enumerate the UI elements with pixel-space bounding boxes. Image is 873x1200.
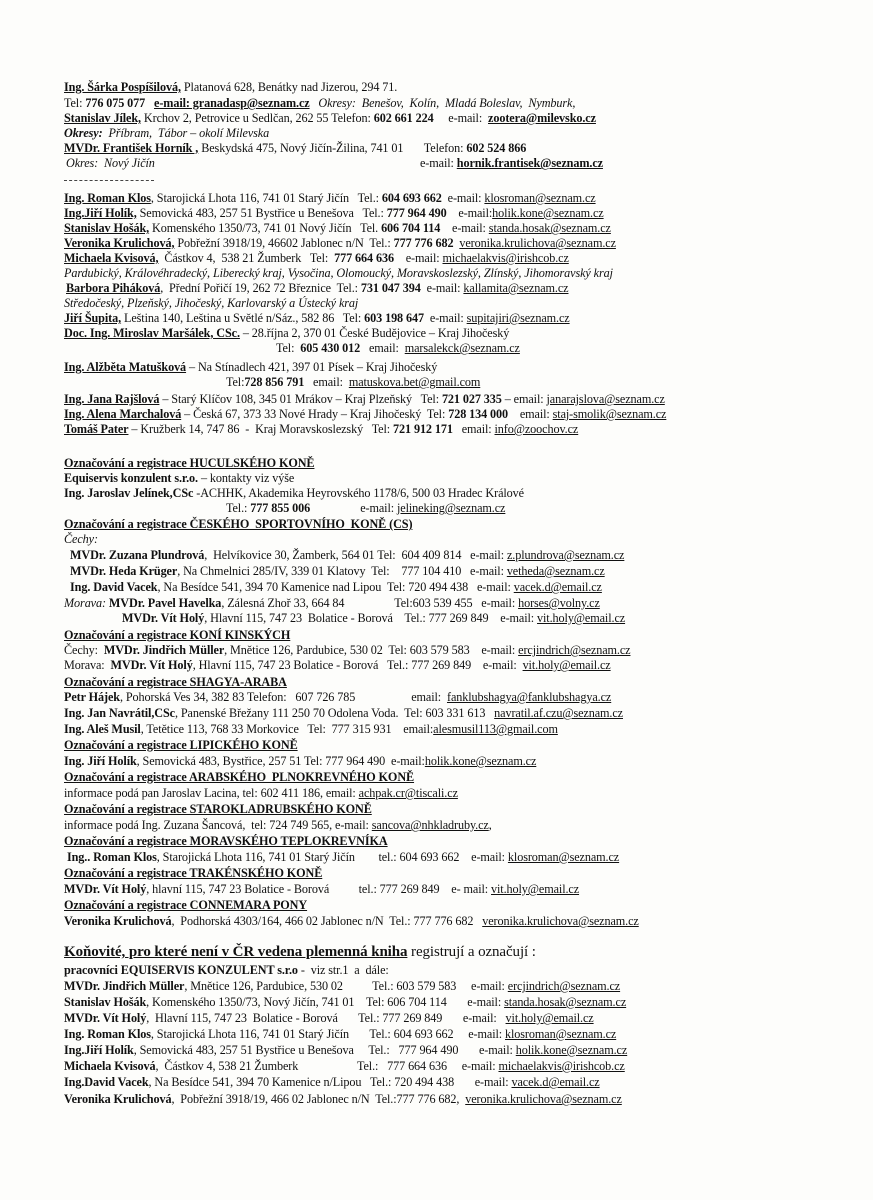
text-span: Ing. Jiří Holík [64, 754, 137, 768]
text-span: , Semovická 483, Bystřice, 257 51 Tel: 777 964 490 e-mail: [136, 754, 425, 768]
text-span: informace podá pan Jaroslav Lacina, tel: 602 411 186, email: [64, 786, 359, 800]
text-line [64, 407, 666, 422]
email-link[interactable]: vacek.d@email.cz [511, 1075, 600, 1089]
text-span: Barbora Piháková [66, 281, 161, 295]
text-span: e-mail: [446, 206, 493, 220]
text-line [64, 979, 620, 994]
text-line [64, 963, 389, 978]
text-span: Ing. Roman Klos [64, 1027, 151, 1041]
text-span: Veronika Krulichová [64, 1092, 172, 1106]
text-span: 603 198 647 [364, 311, 424, 325]
email-link[interactable]: standa.hosak@seznam.cz [504, 995, 627, 1009]
text-span: Krchov 2, Petrovice u Sedlčan, 262 55 Telefon: [140, 111, 374, 125]
text-span: Stanislav Hošák [64, 995, 147, 1009]
section-heading: Označování a registrace KONÍ KINSKÝCH [64, 628, 291, 642]
email-link[interactable]: matuskova.bet@gmail.com [348, 375, 481, 389]
email-link[interactable]: e-mail: granadasp@seznam.cz [154, 96, 310, 110]
email-link[interactable]: vit.holy@email.cz [537, 611, 626, 625]
text-line [64, 706, 623, 721]
text-span: 728 856 791 [244, 375, 305, 389]
text-span: pracovníci EQUISERVIS KONZULENT s.r.o [64, 963, 298, 977]
text-line [64, 191, 596, 206]
text-line [64, 266, 613, 281]
text-span: – email: [501, 392, 547, 406]
text-span: , Starojická Lhota 116, 741 01 Starý Jičín Tel.: 604 693 662 e-mail: [150, 1027, 506, 1041]
email-link[interactable]: navratil.af.czu@seznam.cz [494, 706, 623, 720]
text-line [64, 786, 458, 801]
text-span: 602 524 866 [466, 141, 527, 155]
section-heading: Označování a registrace STAROKLADRUBSKÉHO KONĚ [64, 802, 372, 816]
text-line [64, 422, 578, 437]
email-link[interactable]: hornik.frantisek@seznam.cz [456, 156, 603, 170]
text-span: -ACHHK, Akademika Heyrovského 1178/6, 500 03 Hradec Králové [193, 486, 524, 500]
text-line [64, 311, 570, 326]
email-link[interactable]: supitajiri@seznam.cz [466, 311, 570, 325]
text-span: 777 964 490 [386, 206, 447, 220]
text-span: Ing.Jiří Holík [64, 1043, 134, 1057]
text-span: e-mail: [423, 311, 467, 325]
text-line [64, 882, 579, 897]
text-line [64, 914, 639, 929]
text-span: – kontakty viz výše [198, 471, 295, 485]
email-link[interactable]: klosroman@seznam.cz [484, 191, 596, 205]
text-line [64, 251, 569, 266]
text-span: Equiservis konzulent s.r.o. [64, 471, 198, 485]
text-span: Petr Hájek [64, 690, 120, 704]
section-heading: Označování a registrace ČESKÉHO SPORTOVNÍHO KONĚ (CS) [64, 517, 413, 531]
text-span: , Na Besídce 541, 394 70 Kamenice n/Lipou Tel.: 720 494 438 e-mail: [148, 1075, 512, 1089]
email-link[interactable]: vacek.d@email.cz [513, 580, 602, 594]
text-span: , Starojická Lhota 116, 741 01 Starý Jičín tel.: 604 693 662 e-mail: [156, 850, 508, 864]
text-span: 604 693 662 [381, 191, 442, 205]
text-line [64, 360, 437, 375]
text-span: Komenského 1350/73, 741 01 Nový Jičín Tel. [149, 221, 382, 235]
text-line [64, 80, 397, 95]
text-span: Morava: [64, 658, 111, 672]
text-span: e-mail: [441, 191, 485, 205]
text-span: Středočeský, Plzeňský, Jihočeský, Karlovarský a Ústecký kraj [64, 296, 359, 310]
text-span: email: [304, 375, 349, 389]
text-span: Okres: Nový Jičín [66, 156, 155, 170]
email-link[interactable]: standa.hosak@seznam.cz [488, 221, 611, 235]
text-span: 606 704 114 [381, 221, 441, 235]
text-span: e-mail: [393, 251, 443, 265]
text-span: , Pohorská Ves 34, 382 83 Telefon: 607 726 785 email: [119, 690, 447, 704]
text-span: , Částkov 4, 538 21 Žumberk Tel.: 777 664 636 e-mail: [155, 1059, 499, 1073]
text-line [276, 341, 520, 356]
text-line [64, 834, 388, 849]
text-span: Stanislav Jílek, [64, 111, 141, 125]
section-heading: Označování a registrace CONNEMARA PONY [64, 898, 308, 912]
text-span: MVDr. Zuzana Plundrová [70, 548, 205, 562]
email-link[interactable]: jelineking@seznam.cz [396, 501, 506, 515]
email-link[interactable]: achpak.cr@tiscali.cz [358, 786, 458, 800]
text-span: Leština 140, Leština u Světlé n/Sáz., 582 86 Tel: [121, 311, 365, 325]
text-line [70, 564, 605, 579]
text-line [64, 296, 358, 311]
text-span: , Hlavní 115, 747 23 Bolatice - Borová Tel.: 777 269 849 e-mail: [204, 611, 538, 625]
text-line [64, 802, 372, 817]
email-link[interactable]: kallamita@seznam.cz [463, 281, 569, 295]
text-span: email: [508, 407, 553, 421]
email-link[interactable]: ercjindrich@seznam.cz [507, 979, 621, 993]
text-line [64, 1043, 627, 1058]
text-span: 605 430 012 [300, 341, 361, 355]
text-line [64, 517, 412, 532]
text-span: , Komenského 1350/73, Nový Jičín, 741 01 Tel: 606 704 114 e-mail: [146, 995, 505, 1009]
text-span: Ing. David Vacek [70, 580, 158, 594]
text-line [64, 126, 269, 141]
text-span: Čechy: [64, 532, 98, 546]
text-span: , Helvíkovice 30, Žamberk, 564 01 Tel: 604 409 814 e-mail: [204, 548, 507, 562]
text-span: Tomáš Pater [64, 422, 129, 436]
email-link[interactable]: klosroman@seznam.cz [507, 850, 620, 864]
text-span: , [488, 818, 492, 832]
text-span: informace podá Ing. Zuzana Šancová, tel: 724 749 565, e-mail: [64, 818, 372, 832]
text-span: Ing.. Roman Klos [64, 850, 157, 864]
text-span: Stanislav Hošák, [64, 221, 150, 235]
text-line [64, 754, 536, 769]
text-span: 602 661 224 [373, 111, 434, 125]
text-span: , Na Besídce 541, 394 70 Kamenice nad Lipou Tel: 720 494 438 e-mail: [157, 580, 514, 594]
text-span: MVDr. Jindřich Müller [64, 979, 185, 993]
text-span: , Pobřežní 3918/19, 466 02 Jablonec n/N Tel.:777 776 682, [171, 1092, 466, 1106]
text-span: , Starojická Lhota 116, 741 01 Starý Jičín Tel.: [150, 191, 382, 205]
text-span: Morava: [64, 596, 106, 610]
email-link[interactable]: ercjindrich@seznam.cz [518, 643, 631, 657]
text-line [64, 456, 314, 471]
text-span: Veronika Krulichová [64, 914, 172, 928]
text-line [64, 96, 575, 111]
text-line [64, 486, 524, 501]
text-line [64, 818, 492, 833]
text-span: Jiří Šupita, [64, 311, 122, 325]
text-line [70, 548, 624, 563]
text-line [64, 1075, 600, 1090]
text-span: MVDr. Vít Holý [110, 658, 193, 672]
text-span: Příbram, Tábor – okolí Milevska [102, 126, 270, 140]
text-line [64, 738, 298, 753]
text-span: Semovická 483, 257 51 Bystřice u Benešova Tel.: [136, 206, 387, 220]
text-span: MVDr. František Horník , [64, 141, 199, 155]
text-span: , Hlavní 115, 747 23 Bolatice - Borová Tel.: 777 269 849 e-mail: [146, 1011, 506, 1025]
text-span: , Mnětice 126, Pardubice, 530 02 Tel.: 603 579 583 e-mail: [184, 979, 508, 993]
text-span: 777 664 636 [334, 251, 394, 265]
email-link[interactable]: veronika.krulichova@seznam.cz [459, 236, 616, 250]
text-line [226, 375, 480, 390]
text-span: Doc. Ing. Miroslav Maršálek, CSc. [64, 326, 240, 340]
email-link[interactable]: michaelakvis@irishcob.cz [498, 1059, 625, 1073]
text-line [64, 326, 509, 341]
email-link[interactable]: michaelakvis@irishcob.cz [442, 251, 569, 265]
text-span: e-mail: [420, 281, 464, 295]
text-span: MVDr. Heda Krüger [70, 564, 178, 578]
text-line [64, 658, 611, 673]
text-line [64, 1027, 616, 1042]
text-line [122, 611, 625, 626]
email-link[interactable]: vit.holy@email.cz [505, 1011, 594, 1025]
text-span: Tel.: [226, 501, 251, 515]
text-span: , Přední Pořičí 19, 262 72 Březnice Tel.: [160, 281, 361, 295]
text-line [64, 898, 307, 913]
text-span: – Starý Klíčov 108, 345 01 Mrákov – Kraj Plzeňský Tel: [159, 392, 442, 406]
text-line [66, 281, 568, 296]
text-span: Pobřežní 3918/19, 46602 Jablonec n/N Tel.: [174, 236, 394, 250]
text-span: 721 912 171 [393, 422, 453, 436]
text-span: 728 134 000 [448, 407, 509, 421]
text-span: Ing.David Vacek [64, 1075, 149, 1089]
text-span: , Tetětice 113, 768 33 Morkovice Tel: 777 315 931 email: [140, 722, 434, 736]
text-span: , Podhorská 4303/164, 466 02 Jablonec n/N Tel.: 777 776 682 [171, 914, 483, 928]
text-span: Michaela Kvisová, [64, 251, 159, 265]
text-span: Platanová 628, Benátky nad Jizerou, 294 71. [180, 80, 398, 94]
text-span: Čechy: [64, 643, 104, 657]
text-span: , Panenské Břežany 111 250 70 Odolena Voda. Tel: 603 331 613 [174, 706, 495, 720]
text-line [64, 1092, 622, 1107]
email-link[interactable]: holik.kone@seznam.cz [492, 206, 604, 220]
text-span: – Kružberk 14, 747 86 - Kraj Moravskoslezský Tel: [128, 422, 394, 436]
text-span: MVDr. Vít Holý [122, 611, 205, 625]
text-line [64, 236, 616, 251]
text-span: – Na Stínadlech 421, 397 01 Písek – Kraj Jihočeský [186, 360, 438, 374]
text-span: Tel: [276, 341, 301, 355]
text-span: 721 027 335 [441, 392, 502, 406]
email-link[interactable]: z.plundrova@seznam.cz [506, 548, 625, 562]
email-link[interactable]: veronika.krulichova@seznam.cz [482, 914, 639, 928]
section-heading: Označování a registrace TRAKÉNSKÉHO KONĚ [64, 866, 323, 880]
text-span: - viz str.1 a dále: [297, 963, 389, 977]
section-heading: Označování a registrace ARABSKÉHO PLNOKREVNÉHO KONĚ [64, 770, 415, 784]
text-span: , Mnětice 126, Pardubice, 530 02 Tel: 603 579 583 e-mail: [224, 643, 519, 657]
text-span: Tel: [64, 96, 86, 110]
section-heading: Označování a registrace MORAVSKÉHO TEPLOKREVNÍKA [64, 834, 388, 848]
text-line [64, 628, 290, 643]
text-span: MVDr. Pavel Havelka [108, 596, 222, 610]
text-span: e-mail: [433, 111, 489, 125]
text-line [64, 392, 665, 407]
email-link[interactable]: holik.kone@seznam.cz [424, 754, 537, 768]
text-line [64, 850, 619, 865]
section-heading: Koňovité, pro které není v ČR vedena plemenná kniha [64, 944, 408, 960]
text-span: Ing. Alena Marchalová [64, 407, 182, 421]
text-span: MVDr. Vít Holý [64, 1011, 147, 1025]
text-span: email: [452, 422, 495, 436]
text-span: Veronika Krulichová, [64, 236, 175, 250]
text-line [64, 945, 536, 960]
email-link[interactable]: vetheda@seznam.cz [506, 564, 605, 578]
section-heading: Označování a registrace LIPICKÉHO KONĚ [64, 738, 298, 752]
text-line [64, 111, 596, 126]
section-heading: Označování a registrace SHAGYA-ARABA [64, 675, 287, 689]
text-line [70, 580, 602, 595]
text-span: Částkov 4, 538 21 Žumberk Tel: [158, 251, 335, 265]
text-line [64, 1011, 594, 1026]
email-link[interactable]: vit.holy@email.cz [522, 658, 611, 672]
text-span: , Na Chmelnici 285/IV, 339 01 Klatovy Tel: 777 104 410 e-mail: [177, 564, 507, 578]
text-span: Ing. Aleš Musil [64, 722, 141, 736]
email-link[interactable]: holik.kone@seznam.cz [515, 1043, 628, 1057]
text-line [66, 156, 603, 171]
text-span: Beskydská 475, Nový Jičín-Žilina, 741 01 Telefon: [198, 141, 467, 155]
section-heading: Označování a registrace HUCULSKÉHO KONĚ [64, 456, 315, 470]
email-link[interactable]: veronika.krulichova@seznam.cz [465, 1092, 622, 1106]
text-span: 776 075 077 [85, 96, 146, 110]
text-line [64, 532, 98, 547]
text-span: – 28.října 2, 370 01 České Budějovice – Kraj Jihočeský [239, 326, 510, 340]
text-span: e-mail: [310, 501, 397, 515]
text-span: e-mail: [154, 156, 457, 170]
text-span: email: [360, 341, 405, 355]
text-span: Michaela Kvisová [64, 1059, 156, 1073]
text-line [64, 141, 526, 156]
text-span: MVDr. Jindřich Müller [103, 643, 225, 657]
text-span [145, 96, 154, 110]
text-span: e-mail: [440, 221, 489, 235]
text-span: Pardubický, Královéhradecký, Liberecký kraj, Vysočina, Olomoucký, Moravskoslezský, Zlínský, Jihomoravský kraj [64, 266, 613, 280]
text-span: Ing. Roman Klos [64, 191, 151, 205]
text-span: , Hlavní 115, 747 23 Bolatice - Borová Tel.: 777 269 849 e-mail: [192, 658, 523, 672]
text-span: Tel: [226, 375, 245, 389]
text-span: MVDr. Vít Holý [64, 882, 147, 896]
text-line [64, 643, 630, 658]
email-link[interactable]: alesmusil113@gmail.com [433, 722, 558, 736]
text-span: Ing. Jana Rajšlová [64, 392, 160, 406]
text-span: Okresy: [64, 126, 103, 140]
email-link[interactable]: fanklubshagya@fanklubshagya.cz [446, 690, 612, 704]
text-line [64, 690, 611, 705]
text-line [64, 995, 626, 1010]
text-span: Ing. Jan Navrátil,CSc [64, 706, 175, 720]
text-span: , Semovická 483, 257 51 Bystřice u Benešova Tel.: 777 964 490 e-mail: [133, 1043, 516, 1057]
dashed-separator [64, 180, 154, 181]
text-span: Ing.Jiří Holík, [64, 206, 137, 220]
text-line [64, 471, 294, 486]
email-link[interactable]: staj-smolik@seznam.cz [552, 407, 667, 421]
text-span: , hlavní 115, 747 23 Bolatice - Borová tel.: 777 269 849 e- mail: [146, 882, 492, 896]
text-line [64, 596, 600, 611]
text-span: 777 776 682 [393, 236, 454, 250]
email-link[interactable]: horses@volny.cz [518, 596, 600, 610]
text-span: – Česká 67, 373 33 Nové Hrady – Kraj Jihočeský Tel: [181, 407, 449, 421]
text-span: Ing. Šárka Pospíšilová, [64, 80, 181, 94]
email-link[interactable]: klosroman@seznam.cz [505, 1027, 617, 1041]
text-line [64, 206, 604, 221]
text-span: Okresy: Benešov, Kolín, Mladá Boleslav, Nymburk, [318, 96, 576, 110]
email-link[interactable]: zootera@milevsko.cz [488, 111, 596, 125]
text-line [64, 221, 611, 236]
text-line [64, 1059, 625, 1074]
email-link[interactable]: marsalekck@seznam.cz [404, 341, 520, 355]
text-line [64, 675, 287, 690]
text-line [64, 722, 558, 737]
text-span: , Zálesná Zhoř 33, 664 84 Tel:603 539 455 e-mail: [221, 596, 519, 610]
email-link[interactable]: info@zoochov.cz [494, 422, 579, 436]
text-line [64, 770, 414, 785]
email-link[interactable]: vit.holy@email.cz [491, 882, 580, 896]
text-span: Ing. Jaroslav Jelínek,CSc [64, 486, 194, 500]
text-span: registrují a označují : [407, 944, 536, 960]
text-span: 731 047 394 [360, 281, 421, 295]
text-span: 777 855 006 [250, 501, 311, 515]
email-link[interactable]: sancova@nhkladruby.cz [371, 818, 489, 832]
text-line [64, 866, 322, 881]
text-line [226, 501, 505, 516]
email-link[interactable]: janarajslova@seznam.cz [546, 392, 665, 406]
text-span: Ing. Alžběta Matušková [64, 360, 187, 374]
